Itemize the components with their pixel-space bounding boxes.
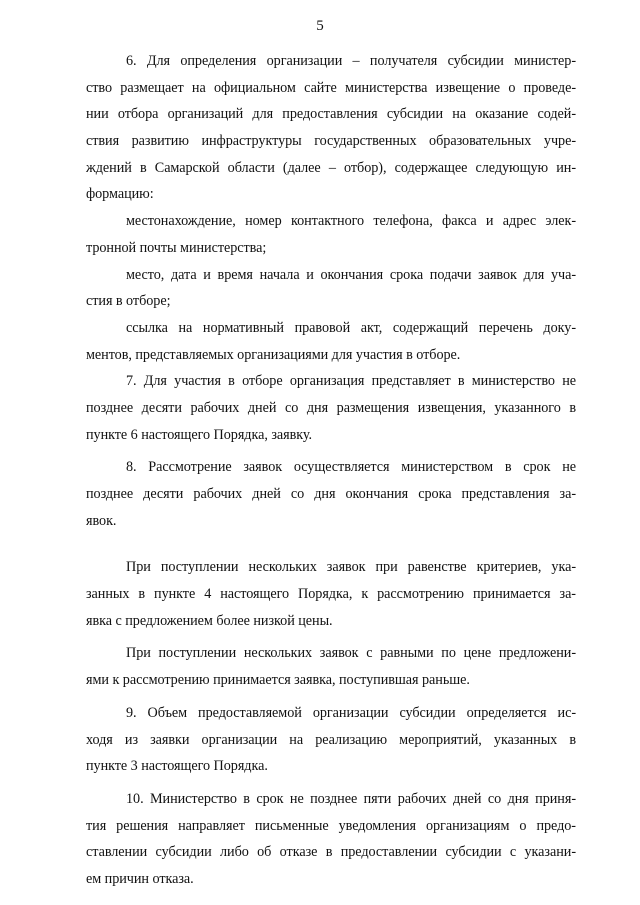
text-line: формацию: <box>86 186 154 203</box>
text-line: позднее десяти рабочих дней со дня размещения извещения, указанного в <box>86 399 576 416</box>
text-line: пункте 3 настоящего Порядка. <box>86 758 268 775</box>
paragraph-6-item-3 <box>86 315 576 368</box>
text-line: 10. Министерство в срок не позднее пяти рабочих дней со дня приня- <box>126 790 576 807</box>
paragraph-6-item-1 <box>86 208 576 261</box>
text-line: ссылка на нормативный правовой акт, содержащий перечень доку- <box>126 319 576 336</box>
text-line: тия решения направляет письменные уведомления организациям о предо- <box>86 817 576 834</box>
text-line: ство размещает на официальном сайте министерства извещение о проведе- <box>86 79 576 96</box>
paragraph-10 <box>86 786 576 893</box>
text-line: стия в отборе; <box>86 293 171 310</box>
text-line: 7. Для участия в отборе организация представляет в министерство не <box>126 373 576 390</box>
text-line: позднее десяти рабочих дней со дня окончания срока представления за- <box>86 486 576 502</box>
text-line: ями к рассмотрению принимается заявка, поступившая раньше. <box>86 672 470 689</box>
text-line: ставлении субсидии либо об отказе в предоставлении субсидии с указани- <box>86 844 576 861</box>
text-line: 9. Объем предоставляемой организации субсидии определяется ис- <box>126 704 576 721</box>
text-line: пункте 6 настоящего Порядка, заявку. <box>86 426 313 443</box>
text-line: явок. <box>86 512 117 529</box>
paragraph-6 <box>86 48 576 208</box>
text-line: 6. Для определения организации – получателя субсидии министер- <box>126 53 576 69</box>
paragraph-7 <box>86 368 576 448</box>
paragraph-9 <box>86 700 576 780</box>
document-body <box>86 48 576 893</box>
paragraph-8-equal-price <box>86 640 576 693</box>
text-line: явка с предложением более низкой цены. <box>86 612 333 629</box>
text-line: 8. Рассмотрение заявок осуществляется министерством в срок не <box>126 459 576 476</box>
text-line: ментов, представляемых организациями для участия в отборе. <box>86 346 461 363</box>
paragraph-6-item-2 <box>86 262 576 315</box>
text-line: ствия развитию инфраструктуры государственных образовательных учре- <box>86 133 576 150</box>
text-line: При поступлении нескольких заявок с равными по цене предложени- <box>126 645 576 662</box>
text-line: ждений в Самарской области (далее – отбор), содержащее следующую ин- <box>86 159 576 176</box>
page-number: 5 <box>316 18 324 34</box>
text-line: ем причин отказа. <box>86 870 194 887</box>
paragraph-8 <box>86 454 576 534</box>
text-line: занных в пункте 4 настоящего Порядка, к рассмотрению принимается за- <box>86 586 576 603</box>
text-line: тронной почты министерства; <box>86 239 267 256</box>
paragraph-8-equal-criteria <box>86 554 576 634</box>
text-line: место, дата и время начала и окончания срока подачи заявок для уча- <box>126 266 576 283</box>
text-line: нии отбора организаций для предоставления субсидии на оказание содей- <box>86 106 576 123</box>
text-line: ходя из заявки организации на реализацию мероприятий, указанных в <box>86 731 576 748</box>
text-line: местонахождение, номер контактного телефона, факса и адрес элек- <box>126 213 576 230</box>
text-line: При поступлении нескольких заявок при равенстве критериев, ука- <box>126 559 576 576</box>
spacer <box>86 534 576 554</box>
